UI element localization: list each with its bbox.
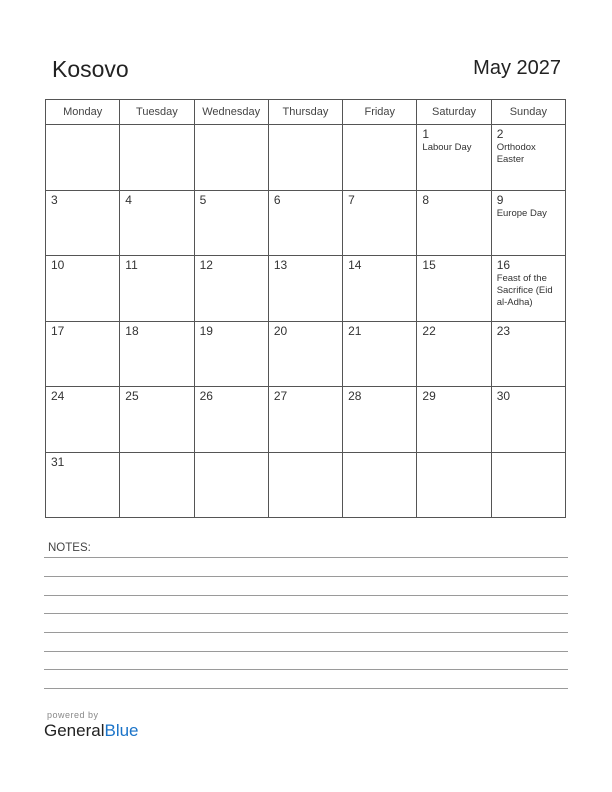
note-line [44, 613, 568, 614]
day-cell[interactable] [268, 452, 342, 518]
day-cell[interactable] [491, 256, 565, 322]
day-number: 29 [422, 389, 436, 403]
day-number: 3 [51, 192, 58, 207]
day-cell[interactable] [120, 321, 194, 387]
day-number: 6 [273, 192, 281, 207]
day-number: 4 [125, 192, 132, 207]
note-line [44, 651, 568, 652]
week-row [46, 452, 566, 518]
note-line [44, 576, 568, 577]
day-cell[interactable] [343, 387, 417, 453]
day-cell[interactable] [491, 321, 565, 387]
weekday-header: Wednesday [194, 100, 268, 125]
day-cell[interactable] [417, 321, 491, 387]
weekday-header: Tuesday [120, 100, 194, 125]
week-row [46, 321, 566, 387]
day-cell[interactable] [417, 387, 491, 453]
weekday-header: Sunday [491, 100, 565, 125]
weekday-header-row [46, 100, 566, 125]
day-number: 5 [199, 192, 207, 207]
day-cell[interactable] [491, 190, 565, 256]
day-number: 23 [496, 323, 511, 338]
month-year-title: May 2027 [473, 57, 561, 79]
week-row [46, 125, 566, 191]
brand-logo[interactable] [44, 721, 139, 741]
day-cell[interactable] [491, 452, 565, 518]
day-cell[interactable] [417, 452, 491, 518]
day-cell[interactable] [120, 387, 194, 453]
day-cell[interactable] [194, 321, 268, 387]
note-line [44, 669, 568, 670]
day-cell[interactable] [417, 125, 491, 191]
day-number: 7 [348, 192, 355, 207]
day-number: 16 [496, 258, 511, 272]
note-line [44, 632, 568, 633]
week-row [46, 190, 566, 256]
country-title: Kosovo [52, 56, 129, 82]
day-number: 31 [51, 454, 65, 469]
day-cell[interactable] [268, 387, 342, 453]
day-cell[interactable] [46, 387, 120, 453]
day-cell[interactable] [268, 125, 342, 191]
day-cell[interactable] [491, 125, 565, 191]
day-cell[interactable] [46, 321, 120, 387]
day-number: 24 [51, 389, 65, 403]
holiday-label: Labour Day [422, 142, 472, 153]
day-cell[interactable] [120, 452, 194, 518]
day-cell[interactable] [268, 321, 342, 387]
day-cell[interactable] [491, 387, 565, 453]
day-cell[interactable] [268, 256, 342, 322]
holiday-label: Europe Day [496, 207, 547, 219]
day-cell[interactable] [194, 256, 268, 322]
week-row [46, 256, 566, 322]
day-cell[interactable] [46, 452, 120, 518]
day-number: 10 [51, 258, 65, 272]
day-cell[interactable] [120, 190, 194, 256]
day-number: 1 [422, 127, 430, 141]
week-row [46, 387, 566, 453]
holiday-label: Feast of the Sacrifice (Eid al-Adha) [496, 273, 553, 308]
day-cell[interactable] [194, 125, 268, 191]
day-number: 8 [422, 192, 430, 207]
day-cell[interactable] [46, 190, 120, 256]
day-number: 11 [125, 258, 138, 272]
day-cell[interactable] [120, 256, 194, 322]
holiday-label: Orthodox Easter [496, 142, 536, 165]
day-number: 27 [273, 389, 288, 403]
day-number: 30 [496, 389, 511, 403]
brand-blue: Blue [104, 721, 139, 740]
day-number: 9 [496, 192, 504, 207]
note-line [44, 595, 568, 596]
day-number: 25 [125, 389, 139, 403]
day-number: 2 [496, 127, 504, 141]
day-number: 28 [348, 389, 362, 403]
day-number: 22 [422, 323, 436, 338]
day-cell[interactable] [343, 452, 417, 518]
weekday-header: Monday [46, 100, 120, 125]
calendar-grid [45, 99, 566, 518]
day-cell[interactable] [194, 387, 268, 453]
day-number: 19 [199, 323, 213, 338]
brand-general: General [44, 721, 105, 740]
notes-label: NOTES: [48, 542, 91, 554]
note-line [44, 557, 568, 558]
day-cell[interactable] [46, 125, 120, 191]
weekday-header: Thursday [268, 100, 342, 125]
day-cell[interactable] [194, 452, 268, 518]
note-line [44, 688, 568, 689]
day-number: 17 [51, 323, 65, 338]
day-number: 13 [273, 258, 288, 272]
weekday-header: Saturday [417, 100, 491, 125]
day-cell[interactable] [417, 190, 491, 256]
day-number: 14 [348, 258, 362, 272]
day-number: 20 [273, 323, 288, 338]
day-cell[interactable] [120, 125, 194, 191]
day-cell[interactable] [46, 256, 120, 322]
day-number: 21 [348, 323, 362, 338]
day-cell[interactable] [343, 256, 417, 322]
day-number: 12 [199, 258, 213, 272]
day-cell[interactable] [343, 190, 417, 256]
day-number: 15 [422, 258, 436, 272]
day-cell[interactable] [194, 190, 268, 256]
day-cell[interactable] [343, 125, 417, 191]
weekday-header: Friday [343, 100, 417, 125]
day-number: 18 [125, 323, 139, 338]
day-cell[interactable] [268, 190, 342, 256]
day-number: 26 [199, 389, 213, 403]
day-cell[interactable] [417, 256, 491, 322]
day-cell[interactable] [343, 321, 417, 387]
powered-by-text: powered by [47, 710, 99, 720]
